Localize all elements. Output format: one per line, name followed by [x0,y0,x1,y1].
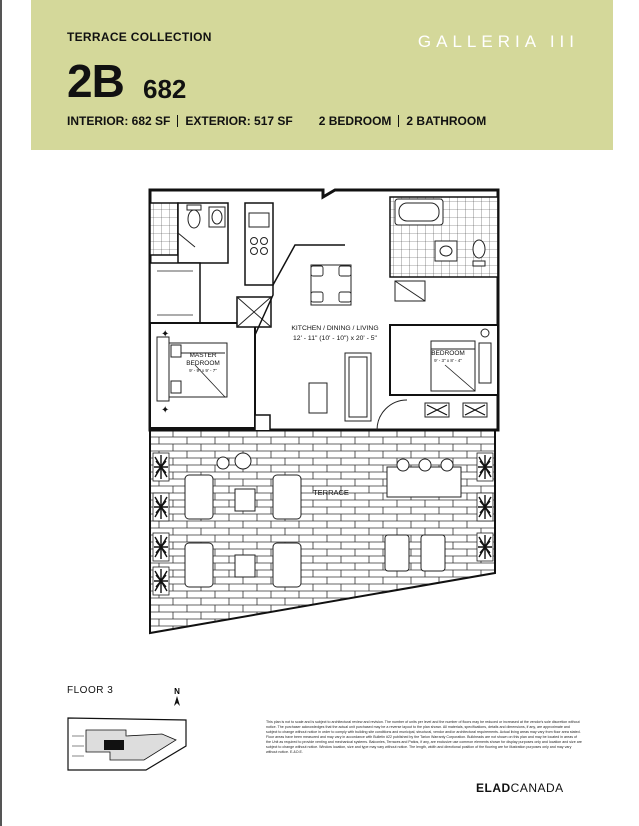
master-bathroom [150,203,228,263]
interior-area: INTERIOR: 682 SF [67,114,171,128]
kitchen-dims: 12' - 11" (10' - 10") x 20' - 5" [293,335,377,342]
divider [177,115,178,127]
developer-logo-part1: ELAD [476,781,511,795]
key-plan [66,716,188,772]
svg-text:✦: ✦ [161,405,170,416]
divider [398,115,399,127]
page-edge [0,0,2,826]
terrace-label: TERRACE [313,488,349,497]
legal-disclaimer: This plan is not to scale and is subject to architectural review and revision. The number of units per level and the number of floors may be reduced or increased at the vendor's sole discretion without notice. The purchaser acknowledges that the actual unit purchased may be a reverse layout to the plan shown. All materials, specifications, details and dimensions, if any, are approximate and subject to change without notice in order to comply with building site conditions and municipal, structural, vendor and/or architectural requirements. Actual living areas may vary from floor area stated. Floor areas have been measured and may vary in accordance with Bulletin #22 published by the Tarion Warranty Corporation. Bulkheads are not shown on this plan and may be located in areas of the Unit as required to provide venting and mechanical systems. Balconies, Terraces and Patios, if any, are exclusive use common elements shown for display purposes only and location and size are subject to change without notice. Window location, size and type may vary without notice. The length, width and directional position of the flooring are for illustration purposes only and may vary without notice. E.&O.E. [266,720,582,754]
dining-table [311,265,351,305]
master-bedroom-label-2: BEDROOM [186,360,220,367]
unit-size: 682 [143,74,187,104]
unit-name: 2B [67,55,124,107]
kitchen-label: KITCHEN / DINING / LIVING [291,325,379,332]
bathroom-count: 2 BATHROOM [406,114,487,128]
floor-label: FLOOR 3 [67,685,114,696]
developer-logo-part2: CANADA [510,781,564,795]
collection-label: TERRACE COLLECTION [67,30,212,44]
bedroom-count: 2 BEDROOM [318,114,392,128]
svg-text:✦: ✦ [161,329,170,340]
bedroom-dims: 9' - 3" x 8' - 4" [434,358,462,363]
unit-specs [67,114,486,128]
master-bedroom-label: MASTER [189,352,217,359]
floor-plan [145,185,500,640]
bedroom-label: BEDROOM [431,350,465,357]
master-bedroom [150,323,255,428]
master-closet [150,263,200,323]
north-label: N [174,687,180,696]
north-arrow-icon [170,686,184,708]
developer-logo [476,781,564,795]
header-band [31,0,613,150]
exterior-area: EXTERIOR: 517 SF [185,114,293,128]
brand-logo: GALLERIA III [417,32,579,51]
master-bedroom-dims: 9' - 9" x 9' - 7" [189,368,217,373]
